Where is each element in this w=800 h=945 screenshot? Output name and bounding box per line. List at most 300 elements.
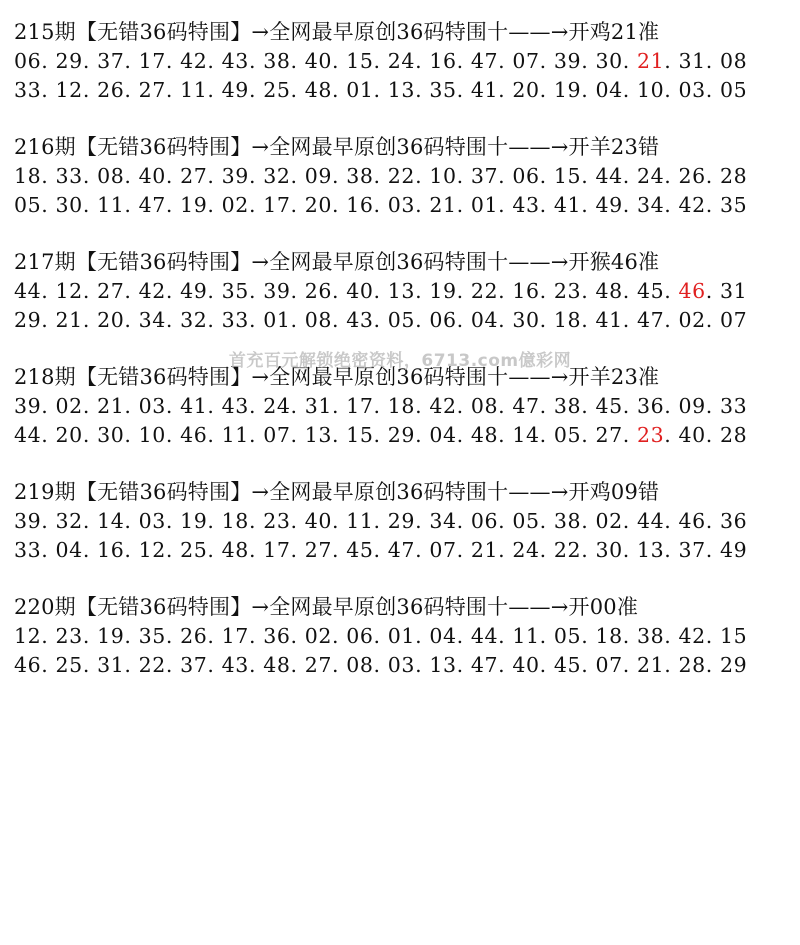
separator: .: [539, 193, 554, 217]
separator: .: [124, 653, 139, 677]
number-cell: 25: [55, 653, 83, 677]
separator: .: [581, 538, 596, 562]
separator: .: [248, 308, 264, 332]
separator: .: [332, 78, 347, 102]
separator: .: [498, 509, 513, 533]
separator: .: [290, 423, 305, 447]
separator: .: [456, 394, 471, 418]
separator: .: [332, 538, 347, 562]
number-cell: 13: [387, 78, 416, 102]
number-cell: 21: [429, 193, 457, 217]
separator: .: [290, 193, 305, 217]
separator: .: [207, 624, 222, 648]
number-cell: 07: [263, 423, 291, 447]
separator: .: [290, 653, 305, 677]
separator: .: [539, 394, 554, 418]
separator: .: [373, 624, 388, 648]
number-row: [14, 622, 794, 651]
number-cell: 28: [720, 423, 748, 447]
separator: .: [498, 653, 513, 677]
separator: .: [622, 538, 637, 562]
number-cell: 32: [55, 509, 83, 533]
separator: .: [165, 78, 181, 102]
number-cell: 34: [138, 308, 166, 332]
separator: .: [581, 653, 596, 677]
separator: .: [41, 78, 56, 102]
number-cell: 13: [304, 423, 333, 447]
number-cell: 03: [138, 394, 166, 418]
header-title: 【无错36码特围】→全网最早原创36码特围十——→: [75, 595, 569, 619]
number-cell: 24: [263, 394, 291, 418]
separator: .: [290, 78, 305, 102]
separator: .: [165, 279, 181, 303]
number-cell: 44: [470, 624, 499, 648]
number-cell: 31: [720, 279, 748, 303]
number-row: [14, 421, 794, 450]
separator: .: [539, 164, 554, 188]
number-cell: 10: [429, 164, 457, 188]
separator: .: [124, 193, 139, 217]
number-cell: 33: [221, 308, 249, 332]
separator: .: [82, 509, 98, 533]
number-cell: 25: [263, 78, 291, 102]
separator: .: [415, 49, 430, 73]
separator: .: [332, 624, 347, 648]
separator: .: [41, 279, 56, 303]
period-block: [14, 593, 794, 680]
number-cell: 04: [429, 423, 457, 447]
number-cell: 47: [636, 308, 665, 332]
period-number: 218期: [14, 365, 76, 389]
number-cell: 36: [263, 624, 291, 648]
number-cell: 26: [97, 78, 125, 102]
separator: .: [290, 49, 305, 73]
number-cell: 30: [595, 49, 623, 73]
separator: .: [82, 49, 98, 73]
number-cell: 34: [636, 193, 665, 217]
period-block: [14, 133, 794, 220]
number-cell: 05: [553, 423, 582, 447]
number-cell: 04: [470, 308, 499, 332]
number-cell: 02: [304, 624, 333, 648]
number-cell: 17: [263, 193, 291, 217]
separator: .: [165, 394, 181, 418]
separator: .: [664, 624, 679, 648]
number-cell: 36: [636, 394, 665, 418]
number-cell: 27: [138, 78, 166, 102]
separator: .: [581, 394, 596, 418]
number-cell: 03: [387, 653, 416, 677]
separator: .: [165, 538, 181, 562]
separator: .: [248, 164, 264, 188]
separator: .: [124, 509, 139, 533]
number-cell: 21: [636, 49, 665, 73]
separator: .: [124, 279, 139, 303]
separator: .: [165, 308, 181, 332]
separator: .: [664, 423, 679, 447]
separator: .: [207, 164, 222, 188]
separator: .: [664, 279, 679, 303]
separator: .: [581, 423, 596, 447]
separator: .: [456, 538, 471, 562]
number-cell: 45: [595, 394, 623, 418]
number-cell: 05: [553, 624, 582, 648]
number-cell: 49: [720, 538, 748, 562]
number-cell: 29: [720, 653, 748, 677]
number-cell: 23: [55, 624, 83, 648]
number-cell: 21: [55, 308, 83, 332]
number-cell: 26: [678, 164, 706, 188]
number-cell: 36: [720, 509, 748, 533]
separator: .: [539, 423, 554, 447]
separator: .: [124, 423, 139, 447]
header-title: 【无错36码特围】→全网最早原创36码特围十——→: [75, 480, 569, 504]
number-cell: 01: [387, 624, 416, 648]
header-title: 【无错36码特围】→全网最早原创36码特围十——→: [75, 250, 569, 274]
number-cell: 44: [636, 509, 665, 533]
number-cell: 23: [263, 509, 291, 533]
number-cell: 37: [470, 164, 499, 188]
number-cell: 10: [636, 78, 665, 102]
number-cell: 22: [553, 538, 582, 562]
number-cell: 42: [180, 49, 208, 73]
separator: .: [498, 394, 513, 418]
separator: .: [498, 538, 513, 562]
separator: .: [165, 509, 181, 533]
number-cell: 30: [97, 423, 125, 447]
separator: .: [332, 193, 347, 217]
separator: .: [539, 308, 554, 332]
separator: .: [165, 423, 181, 447]
number-cell: 24: [512, 538, 540, 562]
number-cell: 39: [14, 509, 42, 533]
period-result: 开羊23准: [568, 365, 660, 389]
separator: .: [498, 279, 513, 303]
number-cell: 07: [595, 653, 623, 677]
number-cell: 13: [387, 279, 416, 303]
number-cell: 02: [55, 394, 83, 418]
number-cell: 16: [512, 279, 540, 303]
number-cell: 26: [180, 624, 208, 648]
separator: .: [705, 49, 721, 73]
number-cell: 29: [387, 423, 416, 447]
separator: .: [248, 78, 264, 102]
separator: .: [207, 653, 222, 677]
separator: .: [248, 509, 264, 533]
number-cell: 47: [387, 538, 416, 562]
number-cell: 31: [97, 653, 125, 677]
separator: .: [290, 308, 305, 332]
separator: .: [622, 164, 637, 188]
number-cell: 27: [97, 279, 125, 303]
number-cell: 21: [97, 394, 125, 418]
separator: .: [705, 653, 721, 677]
separator: .: [581, 308, 596, 332]
number-cell: 05: [512, 509, 540, 533]
separator: .: [82, 394, 98, 418]
period-number: 217期: [14, 250, 76, 274]
number-cell: 12: [138, 538, 166, 562]
separator: .: [124, 78, 139, 102]
number-cell: 06: [14, 49, 42, 73]
number-cell: 08: [470, 394, 499, 418]
separator: .: [581, 193, 596, 217]
separator: .: [664, 164, 679, 188]
separator: .: [415, 538, 430, 562]
number-cell: 09: [678, 394, 706, 418]
separator: .: [332, 49, 347, 73]
number-cell: 17: [263, 538, 291, 562]
number-cell: 17: [346, 394, 374, 418]
separator: .: [456, 164, 471, 188]
number-cell: 19: [97, 624, 125, 648]
header-title: 【无错36码特围】→全网最早原创36码特围十——→: [75, 365, 569, 389]
separator: .: [165, 653, 181, 677]
number-cell: 10: [138, 423, 166, 447]
number-cell: 04: [55, 538, 83, 562]
number-cell: 15: [720, 624, 748, 648]
number-cell: 49: [595, 193, 623, 217]
separator: .: [705, 308, 721, 332]
number-cell: 33: [14, 538, 42, 562]
number-cell: 30: [595, 538, 623, 562]
number-row: [14, 536, 794, 565]
separator: .: [498, 624, 513, 648]
number-cell: 18: [595, 624, 623, 648]
period-header: [14, 593, 794, 622]
number-cell: 47: [470, 653, 499, 677]
separator: .: [332, 279, 347, 303]
number-cell: 27: [304, 653, 333, 677]
separator: .: [539, 624, 554, 648]
separator: .: [415, 624, 430, 648]
number-cell: 44: [14, 423, 42, 447]
separator: .: [290, 509, 305, 533]
number-cell: 05: [14, 193, 42, 217]
number-cell: 18: [14, 164, 42, 188]
number-cell: 22: [470, 279, 499, 303]
number-cell: 49: [180, 279, 208, 303]
separator: .: [165, 49, 181, 73]
number-cell: 40: [304, 49, 333, 73]
number-cell: 43: [221, 49, 249, 73]
number-cell: 40: [678, 423, 706, 447]
separator: .: [415, 394, 430, 418]
period-result: 开鸡09错: [568, 480, 660, 504]
number-cell: 19: [429, 279, 457, 303]
separator: .: [165, 624, 181, 648]
number-cell: 40: [346, 279, 374, 303]
separator: .: [622, 308, 637, 332]
separator: .: [705, 538, 721, 562]
number-cell: 35: [720, 193, 748, 217]
separator: .: [248, 49, 264, 73]
separator: .: [622, 193, 637, 217]
period-header: [14, 248, 794, 277]
number-cell: 27: [180, 164, 208, 188]
separator: .: [41, 164, 56, 188]
separator: .: [705, 279, 721, 303]
separator: .: [373, 193, 388, 217]
number-cell: 03: [387, 193, 416, 217]
number-cell: 30: [512, 308, 540, 332]
separator: .: [373, 423, 388, 447]
number-cell: 40: [512, 653, 540, 677]
number-cell: 43: [512, 193, 540, 217]
number-cell: 16: [97, 538, 125, 562]
period-header: [14, 363, 794, 392]
number-cell: 01: [470, 193, 499, 217]
number-cell: 14: [97, 509, 125, 533]
number-cell: 48: [263, 653, 291, 677]
separator: .: [456, 624, 471, 648]
separator: .: [664, 193, 679, 217]
separator: .: [124, 308, 139, 332]
number-cell: 15: [553, 164, 582, 188]
separator: .: [41, 653, 56, 677]
separator: .: [124, 538, 139, 562]
number-cell: 39: [221, 164, 249, 188]
separator: .: [248, 423, 264, 447]
period-header: [14, 478, 794, 507]
separator: .: [41, 538, 56, 562]
number-cell: 46: [678, 279, 706, 303]
separator: .: [290, 279, 305, 303]
period-header: [14, 18, 794, 47]
number-cell: 03: [678, 78, 706, 102]
separator: .: [332, 394, 347, 418]
number-cell: 02: [221, 193, 249, 217]
number-cell: 46: [180, 423, 208, 447]
number-cell: 43: [221, 653, 249, 677]
separator: .: [41, 49, 56, 73]
number-cell: 08: [304, 308, 333, 332]
separator: .: [705, 423, 721, 447]
number-cell: 16: [429, 49, 457, 73]
separator: .: [248, 193, 264, 217]
period-number: 220期: [14, 595, 76, 619]
separator: .: [498, 78, 513, 102]
number-cell: 35: [138, 624, 166, 648]
separator: .: [705, 193, 721, 217]
number-cell: 23: [553, 279, 582, 303]
number-cell: 40: [138, 164, 166, 188]
number-cell: 19: [553, 78, 582, 102]
number-cell: 28: [720, 164, 748, 188]
number-cell: 47: [470, 49, 499, 73]
number-cell: 23: [636, 423, 665, 447]
number-cell: 13: [429, 653, 457, 677]
separator: .: [82, 164, 98, 188]
separator: .: [622, 509, 637, 533]
number-cell: 38: [636, 624, 665, 648]
separator: .: [82, 193, 98, 217]
number-cell: 22: [387, 164, 416, 188]
number-cell: 02: [678, 308, 706, 332]
number-cell: 48: [304, 78, 333, 102]
separator: .: [581, 78, 596, 102]
number-cell: 11: [221, 423, 249, 447]
number-cell: 14: [512, 423, 540, 447]
prediction-document: [14, 18, 794, 708]
period-block: [14, 18, 794, 105]
separator: .: [248, 538, 264, 562]
separator: .: [373, 279, 388, 303]
separator: .: [415, 78, 430, 102]
number-cell: 24: [636, 164, 665, 188]
number-cell: 43: [221, 394, 249, 418]
separator: .: [581, 509, 596, 533]
number-cell: 07: [720, 308, 748, 332]
separator: .: [456, 193, 471, 217]
separator: .: [705, 509, 721, 533]
number-cell: 06: [470, 509, 499, 533]
number-cell: 48: [595, 279, 623, 303]
separator: .: [41, 193, 56, 217]
separator: .: [498, 164, 513, 188]
period-result: 开羊23错: [568, 135, 660, 159]
separator: .: [498, 193, 513, 217]
separator: .: [456, 308, 471, 332]
separator: .: [332, 164, 347, 188]
period-result: 开鸡21准: [568, 20, 660, 44]
number-cell: 11: [512, 624, 540, 648]
separator: .: [664, 538, 679, 562]
separator: .: [207, 193, 222, 217]
separator: .: [41, 308, 56, 332]
separator: .: [664, 49, 679, 73]
separator: .: [41, 394, 56, 418]
number-cell: 17: [138, 49, 166, 73]
separator: .: [539, 78, 554, 102]
number-row: [14, 306, 794, 335]
number-cell: 45: [636, 279, 665, 303]
separator: .: [124, 394, 139, 418]
separator: .: [124, 164, 139, 188]
separator: .: [498, 308, 513, 332]
separator: .: [373, 164, 388, 188]
separator: .: [664, 653, 679, 677]
separator: .: [248, 279, 264, 303]
number-row: [14, 277, 794, 306]
separator: .: [705, 624, 721, 648]
number-cell: 15: [346, 423, 374, 447]
number-cell: 41: [553, 193, 582, 217]
separator: .: [498, 423, 513, 447]
number-cell: 28: [678, 653, 706, 677]
number-cell: 42: [678, 193, 706, 217]
period-block: [14, 478, 794, 565]
number-cell: 39: [553, 49, 582, 73]
number-cell: 20: [97, 308, 125, 332]
number-cell: 39: [263, 279, 291, 303]
watermark-text: 首充百元解锁绝密资料，6713.com億彩网: [228, 351, 572, 371]
separator: .: [456, 423, 471, 447]
separator: .: [622, 394, 637, 418]
separator: .: [373, 49, 388, 73]
number-cell: 44: [14, 279, 42, 303]
separator: .: [456, 509, 471, 533]
number-cell: 30: [55, 193, 83, 217]
number-cell: 07: [512, 49, 540, 73]
number-cell: 39: [14, 394, 42, 418]
separator: .: [207, 279, 222, 303]
separator: .: [248, 624, 264, 648]
separator: .: [290, 624, 305, 648]
number-cell: 09: [304, 164, 333, 188]
separator: .: [664, 394, 679, 418]
number-row: [14, 162, 794, 191]
